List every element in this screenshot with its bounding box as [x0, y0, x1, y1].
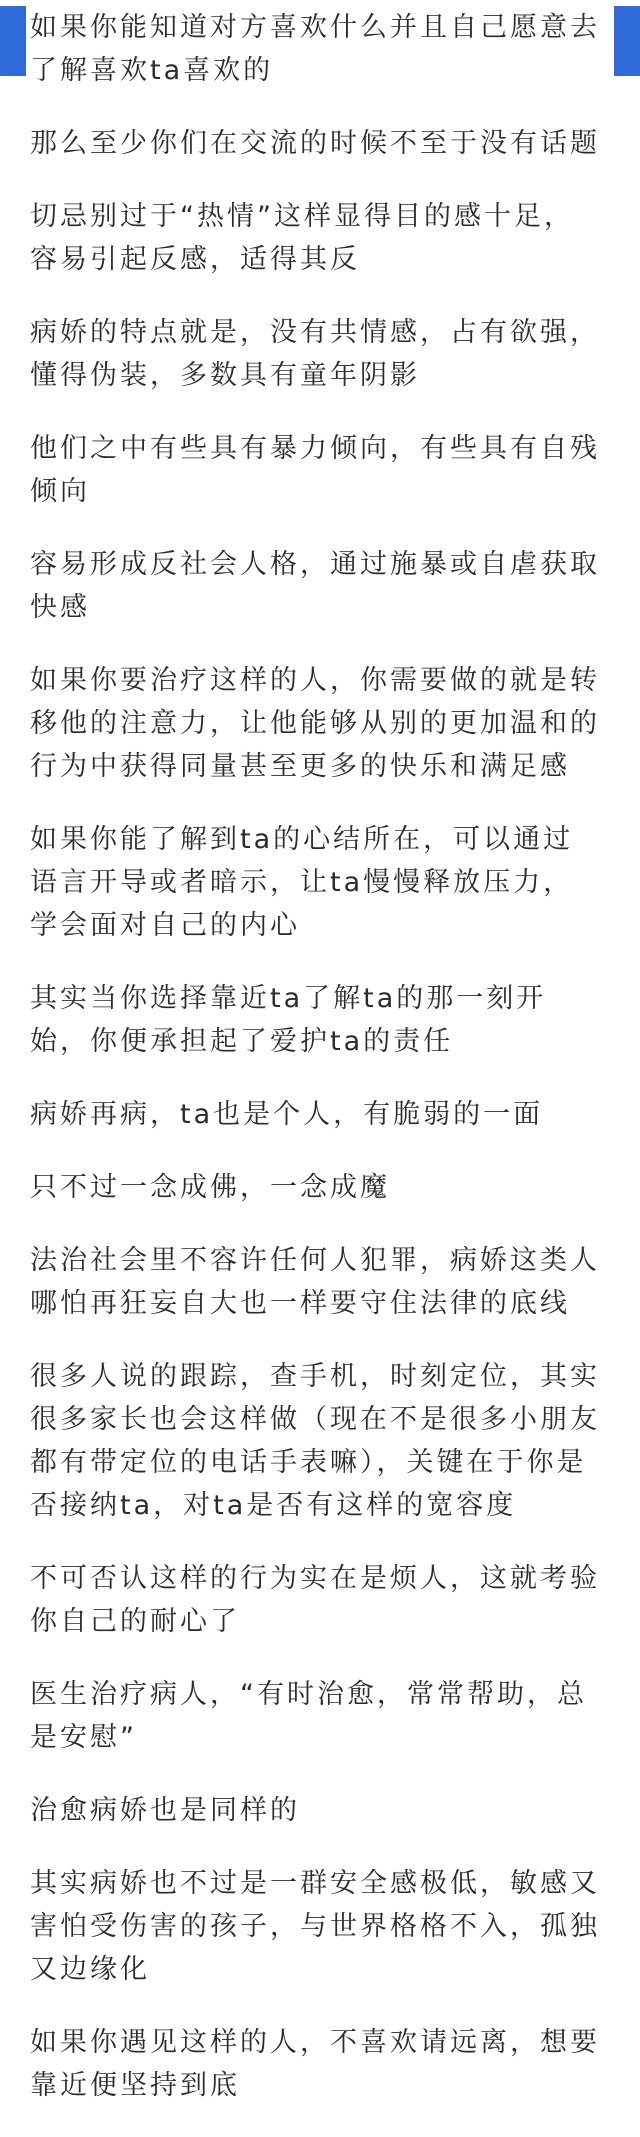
paragraph-7: 如果你要治疗这样的人，你需要做的就是转移他的注意力，让他能够从别的更加温和的行为中获得同量甚至更多的快乐和满足感 — [30, 665, 600, 782]
paragraph-16: 治愈病娇也是同样的 — [30, 1795, 300, 1826]
paragraph-13: 很多人说的跟踪，查手机，时刻定位，其实很多家长也会这样做（现在不是很多小朋友都有带定位的电话手表嘛），关键在于你是否接纳ta，对ta是否有这样的宽容度 — [30, 1361, 600, 1521]
paragraph-6: 容易形成反社会人格，通过施暴或自虐获取快感 — [30, 549, 600, 623]
paragraph-9: 其实当你选择靠近ta了解ta的那一刻开始，你便承担起了爱护ta的责任 — [30, 983, 547, 1057]
left-accent-bar — [0, 6, 26, 76]
paragraph-3: 切忌别过于“热情”这样显得目的感十足，容易引起反感，适得其反 — [30, 201, 574, 275]
paragraph-5: 他们之中有些具有暴力倾向，有些具有自残倾向 — [30, 433, 600, 507]
paragraph-2: 那么至少你们在交流的时候不至于没有话题 — [30, 128, 600, 159]
article-body — [30, 6, 600, 2137]
paragraph-4: 病娇的特点就是，没有共情感，占有欲强，懂得伪装，多数具有童年阴影 — [30, 317, 600, 391]
paragraph-11: 只不过一念成佛，一念成魔 — [30, 1172, 390, 1203]
paragraph-10: 病娇再病，ta也是个人，有脆弱的一面 — [30, 1099, 544, 1130]
paragraph-14: 不可否认这样的行为实在是烦人，这就考验你自己的耐心了 — [30, 1563, 600, 1637]
paragraph-17: 其实病娇也不过是一群安全感极低，敏感又害怕受伤害的孩子，与世界格格不入，孤独又边缘化 — [30, 1868, 600, 1985]
paragraph-15: 医生治疗病人，“有时治愈，常常帮助，总是安慰” — [30, 1679, 587, 1753]
paragraph-12: 法治社会里不容许任何人犯罪，病娇这类人哪怕再狂妄自大也一样要守住法律的底线 — [30, 1245, 600, 1319]
paragraph-18: 如果你遇见这样的人，不喜欢请远离，想要靠近便坚持到底 — [30, 2027, 600, 2101]
right-accent-bar — [614, 6, 640, 76]
paragraph-8: 如果你能了解到ta的心结所在，可以通过语言开导或者暗示，让ta慢慢释放压力，学会面对自己的内心 — [30, 824, 574, 941]
paragraph-1: 如果你能知道对方喜欢什么并且自己愿意去了解喜欢ta喜欢的 — [30, 12, 600, 86]
